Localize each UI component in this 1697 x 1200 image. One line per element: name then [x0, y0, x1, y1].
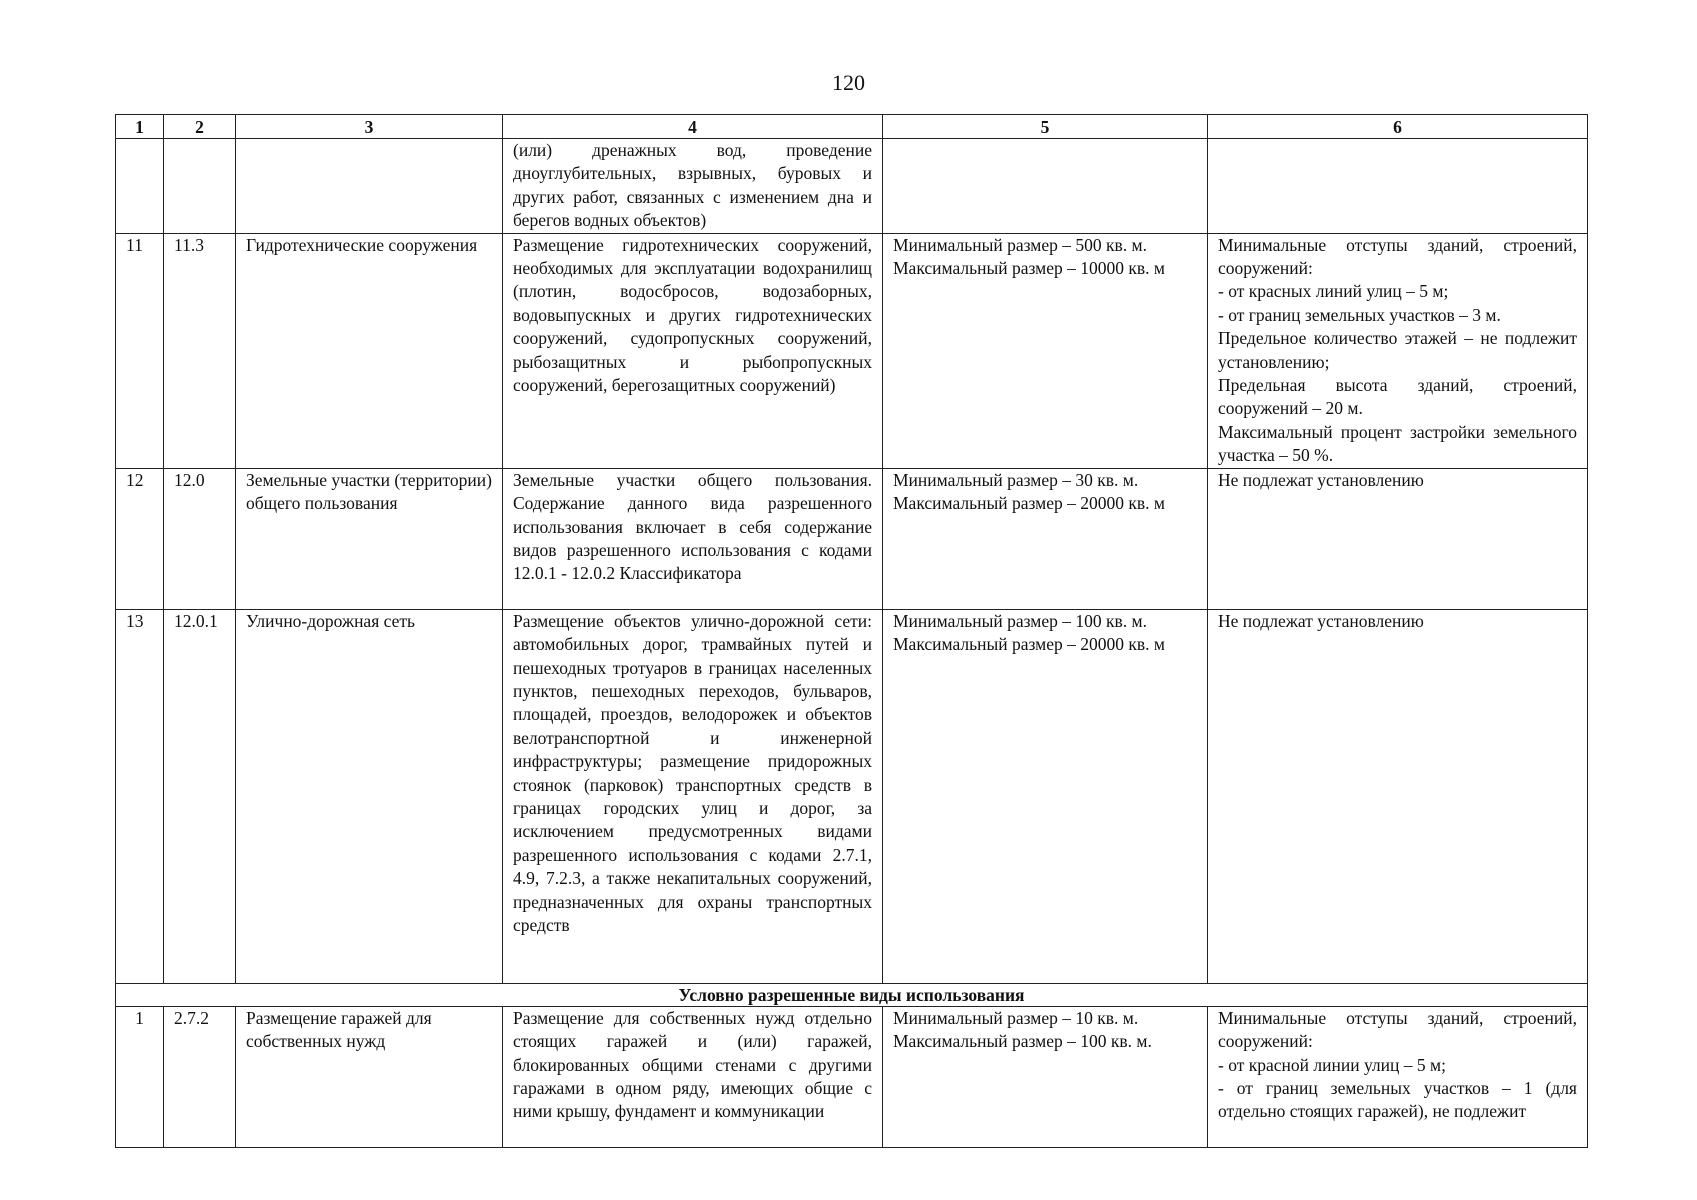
row-size: Минимальный размер – 30 кв. м. Максимальный размер – 20000 кв. м	[883, 468, 1208, 609]
row-number: 12	[116, 468, 164, 609]
row-description: Размещение для собственных нужд отдельно стоящих гаражей и (или) гаражей, блокированных общими стенами с другими гаражами в одном ряду, имеющих общие с ними крышу, фундамент и коммуникации	[503, 1006, 883, 1147]
row-number: 11	[116, 233, 164, 468]
row-params: Минимальные отступы зданий, строений, сооружений: - от красных линий улиц – 5 м; - от границ земельных участков – 3 м. Предельное количество этажей – не подлежит установлению; Предельная высота зданий, строений, сооружений – 20 м. Максимальный процент застройки земельного участка – 50 %.	[1208, 233, 1588, 468]
row-name: Земельные участки (территории) общего пользования	[236, 468, 503, 609]
row-name	[236, 139, 503, 234]
header-col-6: 6	[1208, 115, 1588, 139]
row-code: 2.7.2	[164, 1006, 236, 1147]
row-name: Размещение гаражей для собственных нужд	[236, 1006, 503, 1147]
table-row	[116, 139, 1588, 234]
header-col-1: 1	[116, 115, 164, 139]
row-size: Минимальный размер – 500 кв. м. Максимальный размер – 10000 кв. м	[883, 233, 1208, 468]
table-row	[116, 233, 1588, 468]
row-description: (или) дренажных вод, проведение дноуглубительных, взрывных, буровых и других работ, связанных с изменением дна и берегов водных объектов)	[503, 139, 883, 234]
row-params: Минимальные отступы зданий, строений, сооружений: - от красной линии улиц – 5 м; - от границ земельных участков – 1 (для отдельно стоящих гаражей), не подлежит	[1208, 1006, 1588, 1147]
row-params	[1208, 139, 1588, 234]
row-description: Размещение гидротехнических сооружений, необходимых для эксплуатации водохранилищ (плотин, водосбросов, водозаборных, водовыпускных и других гидротехнических сооружений, судопропускных сооружений, рыбозащитных и рыбопропускных сооружений, берегозащитных сооружений)	[503, 233, 883, 468]
table-row	[116, 609, 1588, 983]
section-title: Условно разрешенные виды использования	[116, 983, 1588, 1006]
table-row	[116, 468, 1588, 609]
row-description: Земельные участки общего пользования. Содержание данного вида разрешенного использования включает в себя содержание видов разрешенного использования с кодами 12.0.1 - 12.0.2 Классификатора	[503, 468, 883, 609]
row-number	[116, 139, 164, 234]
table-row	[116, 1006, 1588, 1147]
row-size: Минимальный размер – 10 кв. м. Максимальный размер – 100 кв. м.	[883, 1006, 1208, 1147]
header-col-4: 4	[503, 115, 883, 139]
row-code: 12.0	[164, 468, 236, 609]
page-number: 120	[832, 70, 865, 95]
row-size	[883, 139, 1208, 234]
row-name: Улично-дорожная сеть	[236, 609, 503, 983]
land-use-table	[115, 114, 1588, 1148]
row-size: Минимальный размер – 100 кв. м. Максимальный размер – 20000 кв. м	[883, 609, 1208, 983]
row-description: Размещение объектов улично-дорожной сети: автомобильных дорог, трамвайных путей и пешеходных тротуаров в границах населенных пунктов, пешеходных переходов, бульваров, площадей, проездов, велодорожек и объектов велотранспортной и инженерной инфраструктуры; размещение придорожных стоянок (парковок) транспортных средств в границах городских улиц и дорог, за исключением предусмотренных видами разрешенного использования с кодами 2.7.1, 4.9, 7.2.3, а также некапитальных сооружений, предназначенных для охраны транспортных средств	[503, 609, 883, 983]
header-col-2: 2	[164, 115, 236, 139]
row-code: 11.3	[164, 233, 236, 468]
row-params: Не подлежат установлению	[1208, 468, 1588, 609]
table-header-row	[116, 115, 1588, 139]
section-heading-row	[116, 983, 1588, 1006]
row-number: 1	[116, 1006, 164, 1147]
row-number: 13	[116, 609, 164, 983]
header-col-5: 5	[883, 115, 1208, 139]
row-code	[164, 139, 236, 234]
row-name: Гидротехнические сооружения	[236, 233, 503, 468]
row-params: Не подлежат установлению	[1208, 609, 1588, 983]
header-col-3: 3	[236, 115, 503, 139]
row-code: 12.0.1	[164, 609, 236, 983]
